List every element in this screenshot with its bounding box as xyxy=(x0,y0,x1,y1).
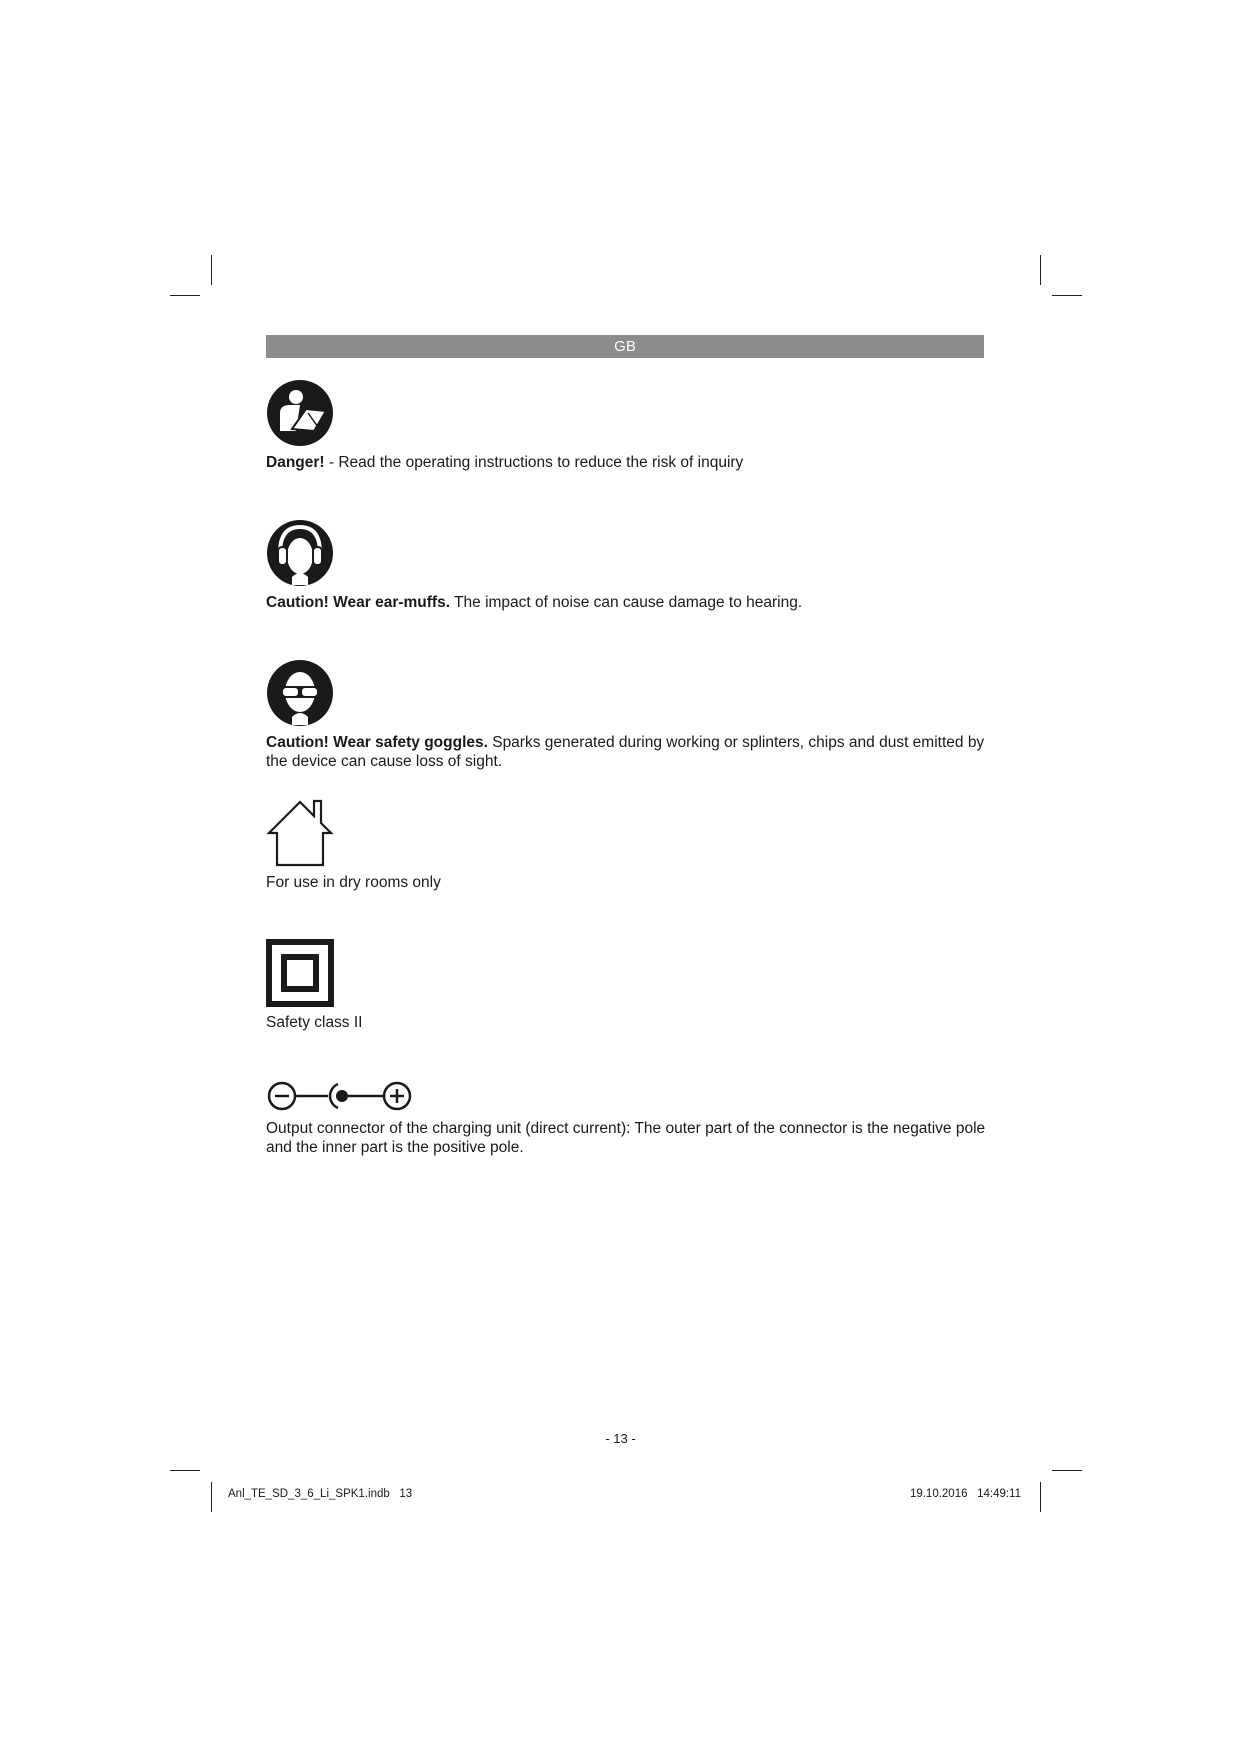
caption-bold: Caution! Wear ear-muffs. xyxy=(266,594,451,611)
symbol-caption xyxy=(266,593,986,612)
symbol-read-manual xyxy=(266,379,986,472)
dc-polarity-icon xyxy=(266,1079,416,1113)
crop-mark xyxy=(211,255,212,285)
symbol-caption xyxy=(266,453,986,472)
crop-mark xyxy=(1040,1482,1041,1512)
safety-class-ii-icon xyxy=(266,939,334,1007)
caption-text: Sparks generated during working or splinters, chips and dust emitted by the device can cause loss of sight. xyxy=(266,734,985,770)
page-number: - 13 - xyxy=(605,1431,636,1446)
file-name: Anl_TE_SD_3_6_Li_SPK1.indb 13 xyxy=(228,1488,413,1500)
crop-mark xyxy=(211,1482,212,1512)
safety-goggles-icon xyxy=(266,659,334,727)
language-header: GB xyxy=(266,335,984,358)
symbol-caption xyxy=(266,873,986,892)
symbol-caption xyxy=(266,1119,986,1157)
symbol-ear-muffs xyxy=(266,519,986,612)
crop-mark xyxy=(1040,255,1041,285)
symbol-caption xyxy=(266,1013,986,1032)
caption-text: - Read the operating instructions to reduce the risk of inquiry xyxy=(324,454,744,471)
symbol-safety-class-ii xyxy=(266,939,986,1032)
crop-mark xyxy=(1052,295,1082,296)
crop-mark xyxy=(170,295,200,296)
caption-bold: Danger! xyxy=(266,454,325,471)
print-timestamp: 19.10.2016 14:49:11 xyxy=(909,1488,1021,1500)
crop-mark xyxy=(1052,1470,1082,1471)
caption-bold: Caution! Wear safety goggles. xyxy=(266,734,488,751)
symbol-caption xyxy=(266,733,986,771)
caption-text: Output connector of the charging unit (direct current): The outer part of the connector is the negative pole and the inner part is the positive pole. xyxy=(266,1120,986,1156)
symbol-dc-polarity xyxy=(266,1079,986,1157)
caption-text: For use in dry rooms only xyxy=(266,874,441,891)
symbol-safety-goggles xyxy=(266,659,986,771)
caption-text: Safety class II xyxy=(266,1014,363,1031)
crop-mark xyxy=(170,1470,200,1471)
read-manual-icon xyxy=(266,379,334,447)
symbol-dry-rooms xyxy=(266,799,986,892)
caption-text: The impact of noise can cause damage to hearing. xyxy=(450,594,803,611)
dry-rooms-icon xyxy=(266,799,334,867)
ear-muffs-icon xyxy=(266,519,334,587)
